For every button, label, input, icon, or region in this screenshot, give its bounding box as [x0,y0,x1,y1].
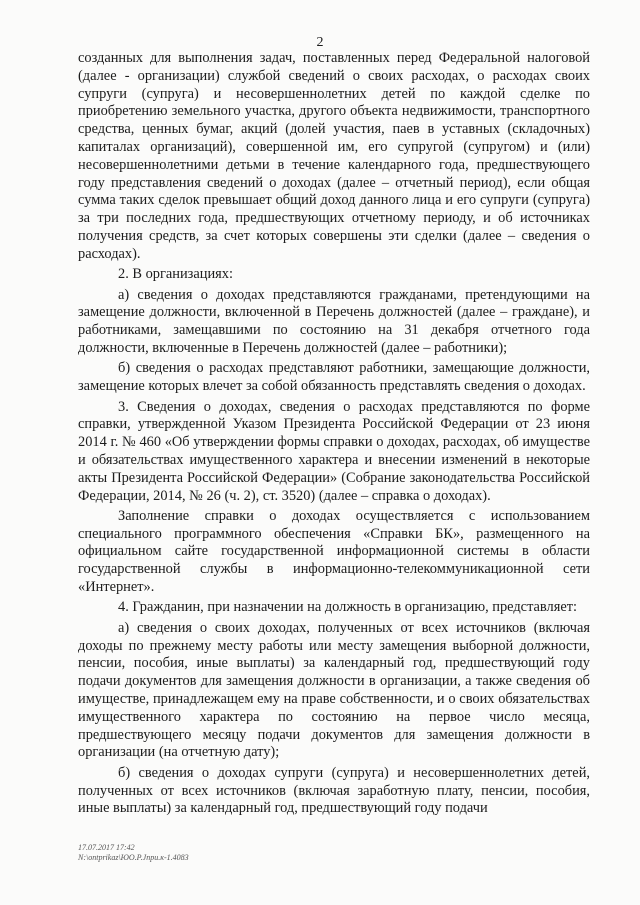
paragraph-section-2: 2. В организациях: [118,266,233,283]
footer-file-path: N:\ontprikaz\ЮО.Р.Jnpu.к-1.4083 [78,853,189,862]
footer-timestamp: 17.07.2017 17:42 [78,843,135,852]
paragraph-4b: б) сведения о доходах супруги (супруга) и несовершеннолетних детей, полученных от всех источников (включая заработную плату, пенсии, пособия, иные выплаты) за календарный год, предшествующий году подачи [78,764,590,817]
paragraph-continuation: созданных для выполнения задач, поставленных перед Федеральной налоговой (далее - организации) службой сведений о своих расходах, о расходах своих супруги (супруга) и несовершеннолетних детей по каждой сделке по приобретению земельного участка, другого объекта недвижимости, транспортного средства, ценных бумаг, акций (долей участия, паев в уставных (складочных) капиталах организаций), совершенной им, его супругой (супругом) и (или) несовершеннолетними детьми в течение календарного года, предшествующего году представления сведений о доходах (далее – отчетный период), если общая сумма таких сделок превышает общий доход данного лица и его супруги (супруга) за три последних года, предшествующих отчетному периоду, и об источниках получения средств, за счет которых совершены эти сделки (далее – сведения о расходах). [78,50,590,262]
footer-metadata [78,843,189,863]
paragraph-form-filling: Заполнение справки о доходах осуществляется с использованием специального программного обеспечения «Справки БК», размещенного на официальном сайте государственной информационной системы в области государственной службы в информационно-телекоммуникационной сети «Интернет». [78,507,590,596]
paragraph-2a: а) сведения о доходах представляются гражданами, претендующими на замещение должности, включенной в Перечень должностей (далее – граждане), и работниками, замещавшими по состоянию на 31 декабря отчетного года должности, включенные в Перечень должностей (далее – работники); [78,286,590,356]
paragraph-2b: б) сведения о расходах представляют работники, замещающие должности, замещение которых влечет за собой обязанность представлять сведения о доходах. [78,360,590,395]
paragraph-section-4: 4. Гражданин, при назначении на должность в организацию, представляет: [118,599,578,616]
document-body [78,50,590,821]
paragraph-section-3: 3. Сведения о доходах, сведения о расходах представляются по форме справки, утвержденной Указом Президента Российской Федерации от 23 июня 2014 г. № 460 «Об утверждении формы справки о доходах, расходах, об имуществе и обязательствах имущественного характера и внесении изменений в некоторые акты Президента Российской Федерации» (Собрание законодательства Российской Федерации, 2014, № 26 (ч. 2), ст. 3520) (далее – справка о доходах). [78,398,590,504]
paragraph-4a: а) сведения о своих доходах, полученных от всех источников (включая доходы по прежнему месту работы или месту замещения выборной должности, пенсии, пособия, иные выплаты) за календарный год, предшествующий году подачи документов для замещения должности в организации, а также сведения об имуществе, принадлежащем ему на праве собственности, и о своих обязательствах имущественного характера по состоянию на первое число месяца, предшествующего месяцу подачи документов для замещения должности в организации (на отчетную дату); [78,619,590,761]
page-number: 2 [316,35,324,50]
